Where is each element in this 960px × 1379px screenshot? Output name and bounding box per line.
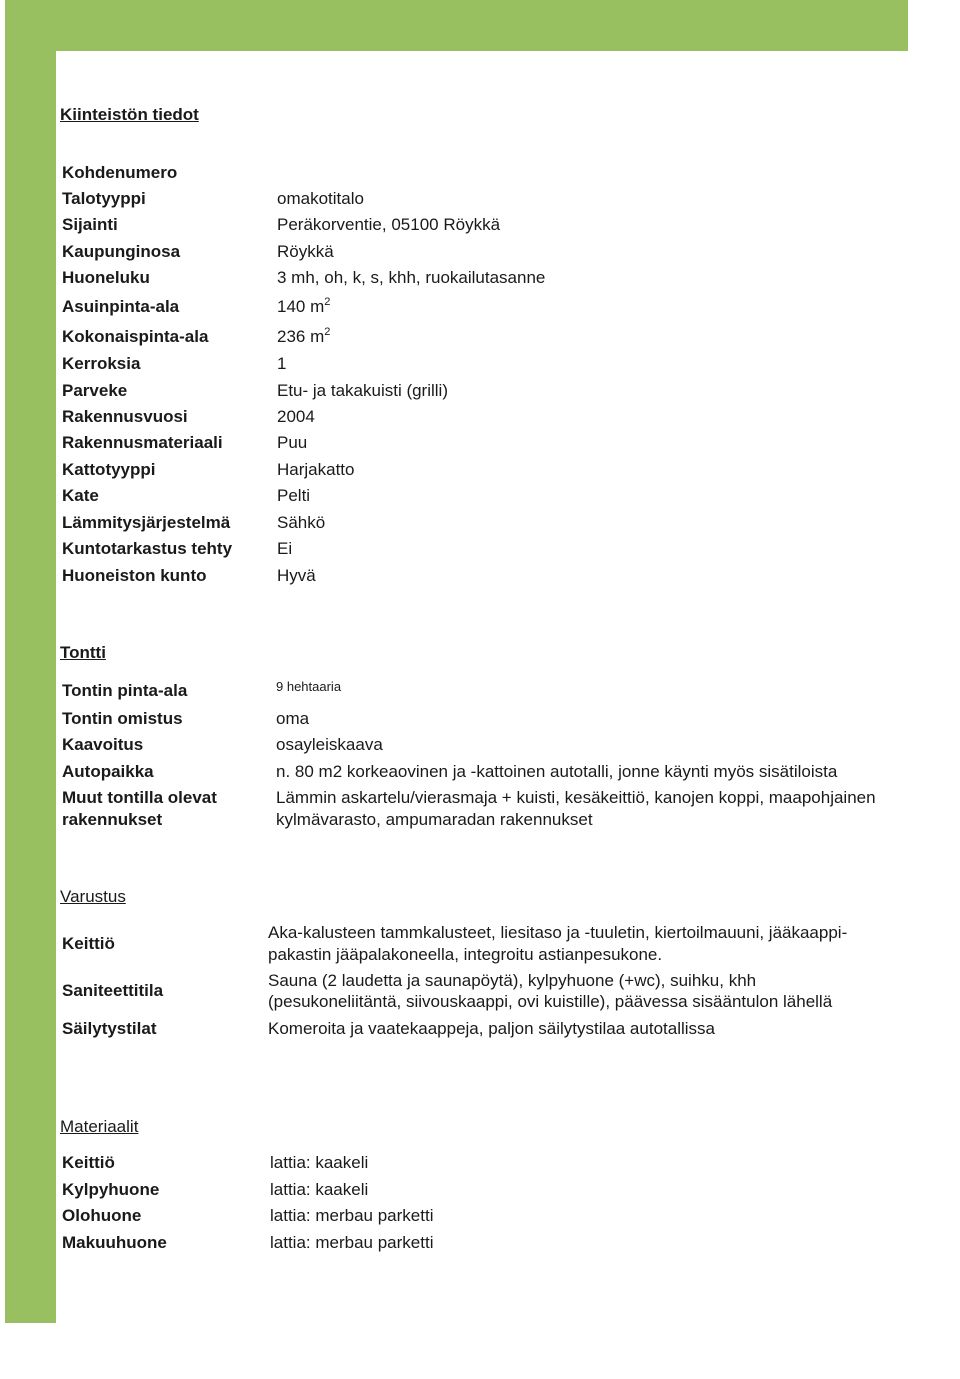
- value-kerroksia: 1: [277, 354, 287, 373]
- section-title-tontti: Tontti: [60, 643, 106, 662]
- value-kate: Pelti: [277, 486, 311, 505]
- label-kate: Kate: [62, 486, 99, 505]
- value-sailytystilat: Komeroita ja vaatekaappeja, paljon säilytystilaa autotallissa: [268, 1019, 715, 1038]
- value-keittio-varustus-line1: Aka-kalusteen tammkalusteet, liesitaso ja -tuuletin, kiertoilmauuni, jääkaappi-: [268, 923, 848, 942]
- label-rakennusvuosi: Rakennusvuosi: [62, 407, 188, 426]
- value-asuinpinta-ala: 140 $m^2$: [277, 296, 331, 316]
- label-kerroksia: Kerroksia: [62, 354, 141, 373]
- label-kaavoitus: Kaavoitus: [62, 735, 144, 754]
- value-talotyyppi: omakotitalo: [277, 189, 364, 208]
- section-title-varustus: Varustus: [60, 887, 126, 906]
- value-kaupunginosa: Röykkä: [277, 242, 334, 261]
- label-kuntotarkastus-tehty: Kuntotarkastus tehty: [62, 539, 233, 558]
- label-lammitysjarjestelma: Lämmitysjärjestelmä: [62, 513, 231, 532]
- value-keittio-materiaali: lattia: kaakeli: [270, 1153, 369, 1172]
- label-autopaikka: Autopaikka: [62, 762, 154, 781]
- section-title-kiinteiston-tiedot: Kiinteistön tiedot: [60, 105, 199, 124]
- label-huoneluku: Huoneluku: [62, 268, 150, 287]
- value-muut-rakennukset-line2: kylmävarasto, ampumaradan rakennukset: [276, 810, 593, 829]
- label-keittio-materiaali: Keittiö: [62, 1153, 115, 1172]
- label-muut-rakennukset-line1: Muut tontilla olevat: [62, 788, 217, 807]
- label-tontin-pinta-ala: Tontin pinta-ala: [62, 681, 188, 700]
- value-huoneluku: 3 mh, oh, k, s, khh, ruokailutasanne: [277, 268, 546, 287]
- value-saniteettitila-line2: (pesukoneliitäntä, siivouskaappi, ovi kuistille), päävessa sisääntulon lähellä: [268, 992, 833, 1011]
- label-huoneiston-kunto: Huoneiston kunto: [62, 566, 207, 585]
- superscript-unit: 2: [324, 296, 331, 308]
- value-saniteettitila-line1: Sauna (2 laudetta ja saunapöytä), kylpyhuone (+wc), suihku, khh: [268, 971, 757, 990]
- label-keittio-varustus: Keittiö: [62, 934, 115, 953]
- label-makuuhuone: Makuuhuone: [62, 1233, 167, 1252]
- value-kuntotarkastus-tehty: Ei: [277, 539, 293, 558]
- value-olohuone: lattia: merbau parketti: [270, 1206, 434, 1225]
- value-kattotyyppi: Harjakatto: [277, 460, 355, 479]
- value-autopaikka: n. 80 m2 korkeaovinen ja -kattoinen autotalli, jonne käynti myös sisätiloista: [276, 762, 838, 781]
- label-kokonaispinta-ala: Kokonaispinta-ala: [62, 327, 209, 346]
- value-sijainti: Peräkorventie, 05100 Röykkä: [277, 215, 501, 234]
- section-title-materiaalit: Materiaalit: [60, 1117, 139, 1136]
- label-asuinpinta-ala: Asuinpinta-ala: [62, 297, 180, 316]
- label-kylpyhuone: Kylpyhuone: [62, 1180, 160, 1199]
- label-kattotyyppi: Kattotyyppi: [62, 460, 156, 479]
- page-sheet: [56, 51, 960, 1379]
- value-kylpyhuone: lattia: kaakeli: [270, 1180, 369, 1199]
- label-sailytystilat: Säilytystilat: [62, 1019, 157, 1038]
- value-makuuhuone: lattia: merbau parketti: [270, 1233, 434, 1252]
- label-sijainti: Sijainti: [62, 215, 118, 234]
- value-tontin-pinta-ala: 9 hehtaaria: [276, 679, 342, 694]
- value-rakennusvuosi: 2004: [277, 407, 315, 426]
- label-kohdenumero: Kohdenumero: [62, 163, 178, 182]
- value-parveke: Etu- ja takakuisti (grilli): [277, 381, 448, 400]
- value-lammitysjarjestelma: Sähkö: [277, 513, 326, 532]
- value-rakennusmateriaali: Puu: [277, 433, 308, 452]
- label-saniteettitila: Saniteettitila: [62, 981, 164, 1000]
- label-olohuone: Olohuone: [62, 1206, 142, 1225]
- accent-band-top: [5, 0, 908, 51]
- value-muut-rakennukset-line1: Lämmin askartelu/vierasmaja + kuisti, kesäkeittiö, kanojen koppi, maapohjainen: [276, 788, 876, 807]
- label-tontin-omistus: Tontin omistus: [62, 709, 183, 728]
- label-talotyyppi: Talotyyppi: [62, 189, 146, 208]
- value-tontin-omistus: oma: [276, 709, 310, 728]
- value-huoneiston-kunto: Hyvä: [277, 566, 316, 585]
- superscript-unit: 2: [324, 326, 331, 338]
- label-rakennusmateriaali: Rakennusmateriaali: [62, 433, 223, 452]
- label-parveke: Parveke: [62, 381, 128, 400]
- value-keittio-varustus-line2: pakastin jääpalakoneella, integroitu astianpesukone.: [268, 945, 663, 964]
- value-kokonaispinta-ala: 236 $m^2$: [277, 326, 331, 346]
- accent-band-left: [5, 0, 56, 1323]
- value-kaavoitus: osayleiskaava: [276, 735, 383, 754]
- label-kaupunginosa: Kaupunginosa: [62, 242, 181, 261]
- label-muut-rakennukset-line2: rakennukset: [62, 810, 163, 829]
